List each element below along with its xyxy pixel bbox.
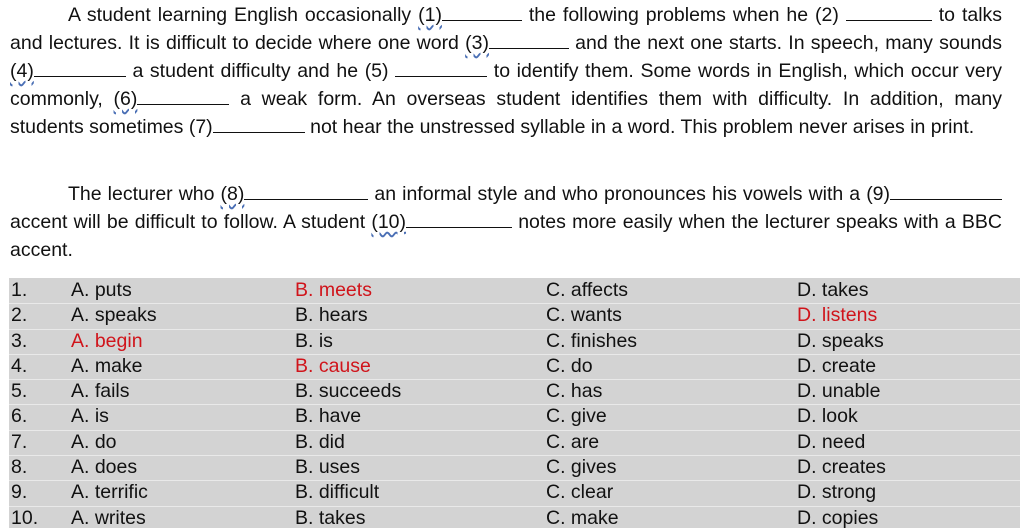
option-row — [9, 506, 1020, 531]
question-number: 7. — [11, 430, 28, 453]
option-row — [9, 278, 1020, 303]
passage-text: A student learning English occasionally — [68, 4, 412, 26]
question-number: (5) — [364, 60, 389, 82]
option-b[interactable]: B. takes — [295, 506, 366, 529]
answer-blank-10[interactable] — [406, 210, 512, 228]
option-row — [9, 329, 1020, 354]
passage-text: to talks and lectures. It is difficult to decide where one word — [10, 4, 1003, 54]
option-b[interactable]: B. did — [295, 430, 345, 453]
option-row — [9, 480, 1020, 505]
answer-blank-7[interactable] — [213, 115, 305, 133]
question-number: 8. — [11, 456, 28, 479]
passage-text: notes more easily when the lecturer speaks with a BBC accent. — [10, 211, 1002, 261]
passage-text: the following problems when he — [528, 4, 809, 26]
question-number: (2) — [815, 4, 839, 26]
option-row — [9, 379, 1020, 404]
passage-paragraph-2 — [10, 180, 1002, 264]
option-c[interactable]: C. give — [546, 405, 607, 428]
answer-blank-6[interactable] — [137, 87, 229, 105]
option-b[interactable]: B. cause — [295, 354, 371, 377]
answer-blank-4[interactable] — [34, 59, 126, 77]
passage-paragraph-1 — [10, 1, 1002, 141]
question-number: (1) — [418, 4, 442, 26]
option-c[interactable]: C. finishes — [546, 329, 638, 352]
option-c[interactable]: C. do — [546, 354, 593, 377]
passage-text: an informal style and who pronounces his vowels with a — [374, 183, 861, 205]
option-a[interactable]: A. speaks — [71, 304, 157, 327]
question-number: (4) — [10, 60, 34, 82]
option-a[interactable]: A. do — [71, 430, 117, 453]
option-c[interactable]: C. wants — [546, 304, 622, 327]
option-a[interactable]: A. does — [71, 456, 138, 479]
option-d[interactable]: D. create — [797, 354, 877, 377]
option-b[interactable]: B. uses — [295, 456, 361, 479]
option-c[interactable]: C. make — [546, 506, 619, 529]
answer-blank-2[interactable] — [846, 3, 932, 21]
option-d[interactable]: D. copies — [797, 506, 879, 529]
answer-blank-8[interactable] — [244, 182, 368, 200]
answer-blank-3[interactable] — [489, 31, 569, 49]
question-number: 2. — [11, 304, 28, 327]
option-row — [9, 455, 1020, 480]
answer-blank-9[interactable] — [890, 182, 1002, 200]
answer-blank-5[interactable] — [395, 59, 487, 77]
option-b[interactable]: B. difficult — [295, 481, 380, 504]
option-row — [9, 354, 1020, 379]
question-number: (9) — [866, 183, 891, 205]
option-a[interactable]: A. puts — [71, 279, 132, 301]
option-b[interactable]: B. succeeds — [295, 380, 402, 403]
option-b[interactable]: B. hears — [295, 304, 368, 327]
option-row — [9, 430, 1020, 455]
question-number: 5. — [11, 380, 28, 403]
option-a[interactable]: A. is — [71, 405, 109, 428]
question-number: (8) — [220, 183, 245, 205]
option-d[interactable]: D. unable — [797, 380, 881, 403]
option-b[interactable]: B. is — [295, 329, 333, 352]
question-number: 10. — [11, 506, 39, 529]
option-d[interactable]: D. creates — [797, 456, 886, 479]
option-a[interactable]: A. begin — [71, 329, 143, 352]
option-row — [9, 303, 1020, 328]
option-c[interactable]: C. gives — [546, 456, 617, 479]
option-c[interactable]: C. affects — [546, 279, 629, 301]
option-d[interactable]: D. takes — [797, 279, 869, 301]
passage-text: The lecturer who — [68, 183, 215, 205]
row-divider — [9, 404, 1020, 405]
answer-options-table — [9, 278, 1020, 528]
question-number: (3) — [465, 32, 489, 54]
question-number: 1. — [11, 279, 28, 301]
passage-text: a weak form. An overseas student identifies them with difficulty. In addition, many students sometimes — [10, 88, 1003, 138]
option-d[interactable]: D. listens — [797, 304, 878, 327]
option-c[interactable]: C. has — [546, 380, 603, 403]
question-number: (6) — [113, 88, 138, 110]
passage-text: accent will be difficult to follow. A student — [10, 211, 366, 233]
passage-text: not hear the unstressed syllable in a word. This problem never arises in print. — [310, 116, 975, 138]
option-a[interactable]: A. make — [71, 354, 143, 377]
question-number: 6. — [11, 405, 28, 428]
question-number: 9. — [11, 481, 28, 504]
option-a[interactable]: A. fails — [71, 380, 130, 403]
option-b[interactable]: B. meets — [295, 279, 372, 301]
option-row — [9, 404, 1020, 429]
passage-text: to identify them. Some words in English, which occur very commonly, — [10, 60, 1003, 110]
question-number: (7) — [188, 116, 213, 138]
option-c[interactable]: C. clear — [546, 481, 614, 504]
question-number: 4. — [11, 354, 28, 377]
option-a[interactable]: A. terrific — [71, 481, 148, 504]
passage-text: a student difficulty and he — [132, 60, 359, 82]
option-b[interactable]: B. have — [295, 405, 362, 428]
option-d[interactable]: D. look — [797, 405, 858, 428]
question-number: (10) — [371, 211, 407, 233]
passage-text: and the next one starts. In speech, many sounds — [575, 32, 1003, 54]
answer-blank-1[interactable] — [442, 3, 522, 21]
question-number: 3. — [11, 329, 28, 352]
option-d[interactable]: D. speaks — [797, 329, 884, 352]
option-a[interactable]: A. writes — [71, 506, 146, 529]
option-d[interactable]: D. need — [797, 430, 866, 453]
row-divider — [9, 430, 1020, 431]
option-d[interactable]: D. strong — [797, 481, 877, 504]
option-c[interactable]: C. are — [546, 430, 600, 453]
